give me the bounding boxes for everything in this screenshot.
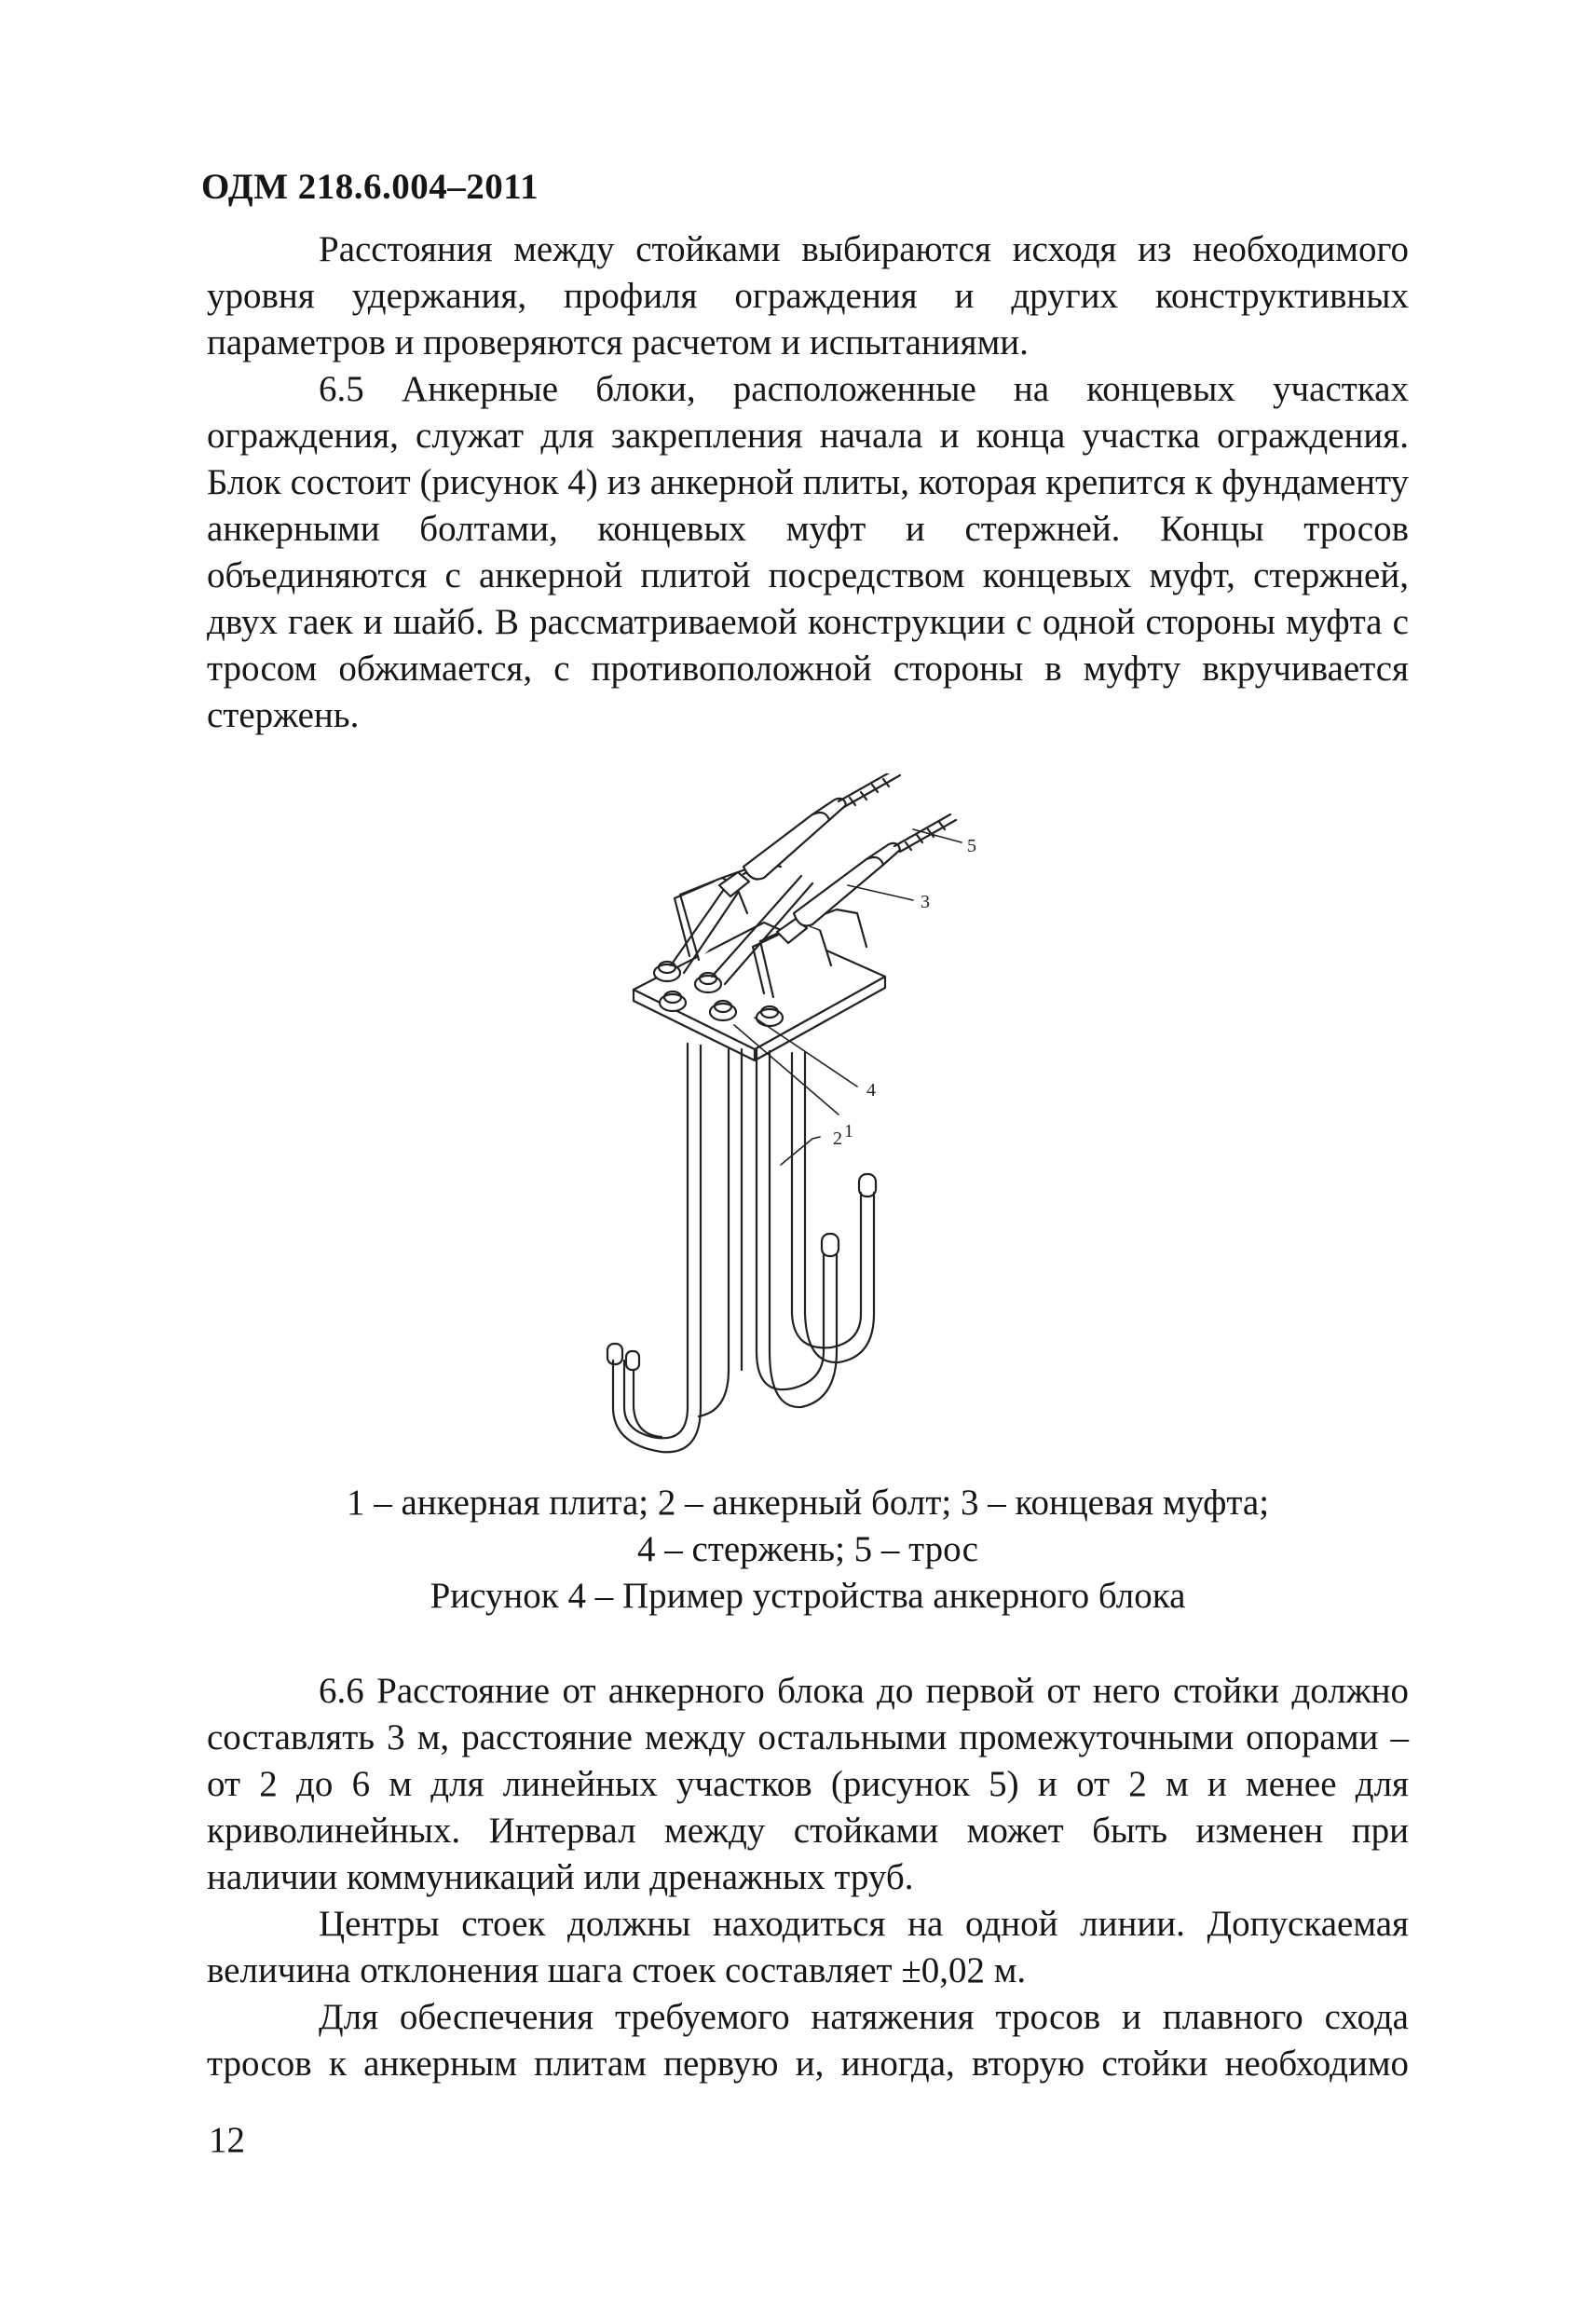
figure-label-1: 1 (844, 1121, 853, 1142)
paragraph-cable-tension: Для обеспечения требуемого натяжения тросов и плавного схода тросов к анкерным плитам первую и, иногда, вторую стойки необходимо (207, 1997, 1409, 2084)
figure-label-5: 5 (967, 836, 976, 856)
couplings-drawing (743, 799, 900, 926)
paragraph-6-5: 6.5 Анкерные блоки, расположенные на концевых участках ограждения, служат для закрепления начала и конца участка ограждения. Блок состоит (рисунок 4) из анкерной плиты, которая крепится к фундаменту анкерными болтами, концевых муфт и стержней. Концы тросов объединяются с анкерной плитой посредством концевых муфт, стержней, двух гаек и шайб. В рассматриваемой конструкции с одной стороны муфта с тросом обжимается, с противоположной стороны в муфту вкручивается стержень. (207, 369, 1409, 735)
body-text-bottom (207, 1668, 1409, 2087)
figure-title: Рисунок 4 – Пример устройства анкерного блока (430, 1576, 1186, 1616)
anchor-bolts-drawing (607, 1044, 876, 1452)
cables-drawing (839, 773, 956, 852)
figure-legend-line-2: 4 – стержень; 5 – трос (637, 1529, 978, 1569)
figure-label-4: 4 (866, 1080, 876, 1101)
paragraph-distances: Расстояния между стойками выбираются исходя из необходимого уровня удержания, профиля ограждения и других конструктивных параметров и проверяются расчетом и испытаниями. (207, 229, 1409, 362)
figure-label-2: 2 (833, 1128, 842, 1149)
body-text-top (207, 226, 1409, 739)
figure-label-3: 3 (921, 892, 930, 912)
figure-caption (207, 1480, 1409, 1620)
document-code-header: ОДМ 218.6.004–2011 (201, 167, 539, 207)
page-number: 12 (209, 2120, 245, 2160)
paragraph-post-centers: Центры стоек должны находиться на одной линии. Допускаемая величина отклонения шага стоек составляет ±0,02 м. (207, 1904, 1409, 1990)
anchor-block-figure (484, 773, 1081, 1463)
figure-legend-line-1: 1 – анкерная плита; 2 – анкерный болт; 3 – концевая муфта; (346, 1483, 1270, 1523)
paragraph-6-6: 6.6 Расстояние от анкерного блока до первой от него стойки должно составлять 3 м, расстояние между остальными промежуточными опорами – от 2 до 6 м для линейных участков (рисунок 5) и от 2 м и менее для криволинейных. Интервал между стойками может быть изменен при наличии коммуникаций или дренажных труб. (207, 1671, 1409, 1897)
